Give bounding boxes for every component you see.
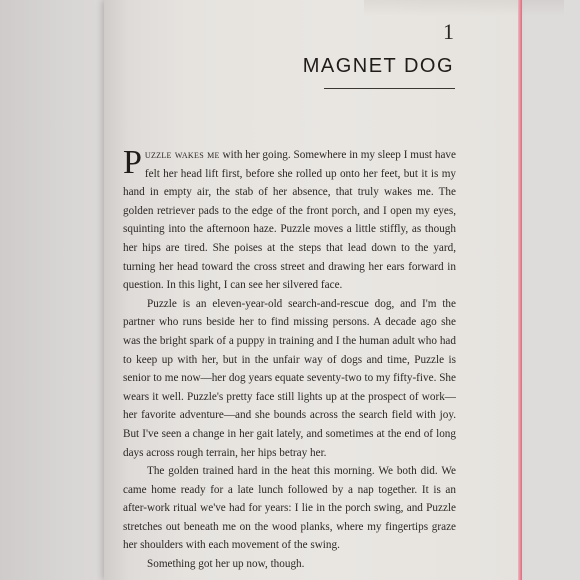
chapter-title: MAGNET DOG xyxy=(302,55,454,77)
lead-in: uzzle wakes me xyxy=(144,149,220,161)
page-edge xyxy=(518,0,522,580)
paragraph-1 xyxy=(123,146,456,295)
chapter-body xyxy=(123,146,456,574)
title-rule xyxy=(324,88,455,89)
paragraph-1-text: with her going. Somewhere in my sleep I must have felt her head lift first, before she rolled up onto her feet, but it is my hand in empty air, the stab of her absence, that truly wakes me. The golden retriever pads to the edge of the front porch, and I open my eyes, squinting into the afternoon haze. Puzzle moves a little stiffly, as though her hips are tired. She poises at the steps that lead down to the yard, turning her head toward the cross street and drawing her ears forward in question. In this light, I can see her silvered face. xyxy=(123,149,456,292)
paragraph-3: The golden trained hard in the heat this morning. We both did. We came home ready for a late lunch followed by a nap together. It is an after-work ritual we've had for years: I lie in the porch swing, and Puzzle stretches out beneath me on the wood planks, where my fingertips graze her shoulders with each movement of the swing. xyxy=(123,465,456,552)
drop-cap: P xyxy=(123,144,142,181)
paragraph-4: Something got her up now, though. xyxy=(147,558,305,571)
background-left xyxy=(0,0,110,580)
paragraph-2: Puzzle is an eleven-year-old search-and-rescue dog, and I'm the partner who runs beside her to find missing persons. A decade ago she was the bright spark of a puppy in training and I the human adult who had to keep up with her, but in the unfair way of dogs and time, Puzzle is senior to me now—her dog years equate seventy-two to my fifty-five. She wears it well. Puzzle's pretty face still lights up at the prospect of work—her favorite adventure—and she bounds across the search field with joy. But I've seen a change in her gait lately, and sometimes at the end of long days across rough terrain, her hips betray her. xyxy=(123,297,456,459)
background-right xyxy=(522,0,580,580)
bleed-through-shadow xyxy=(364,0,564,16)
chapter-number: 1 xyxy=(443,19,454,44)
